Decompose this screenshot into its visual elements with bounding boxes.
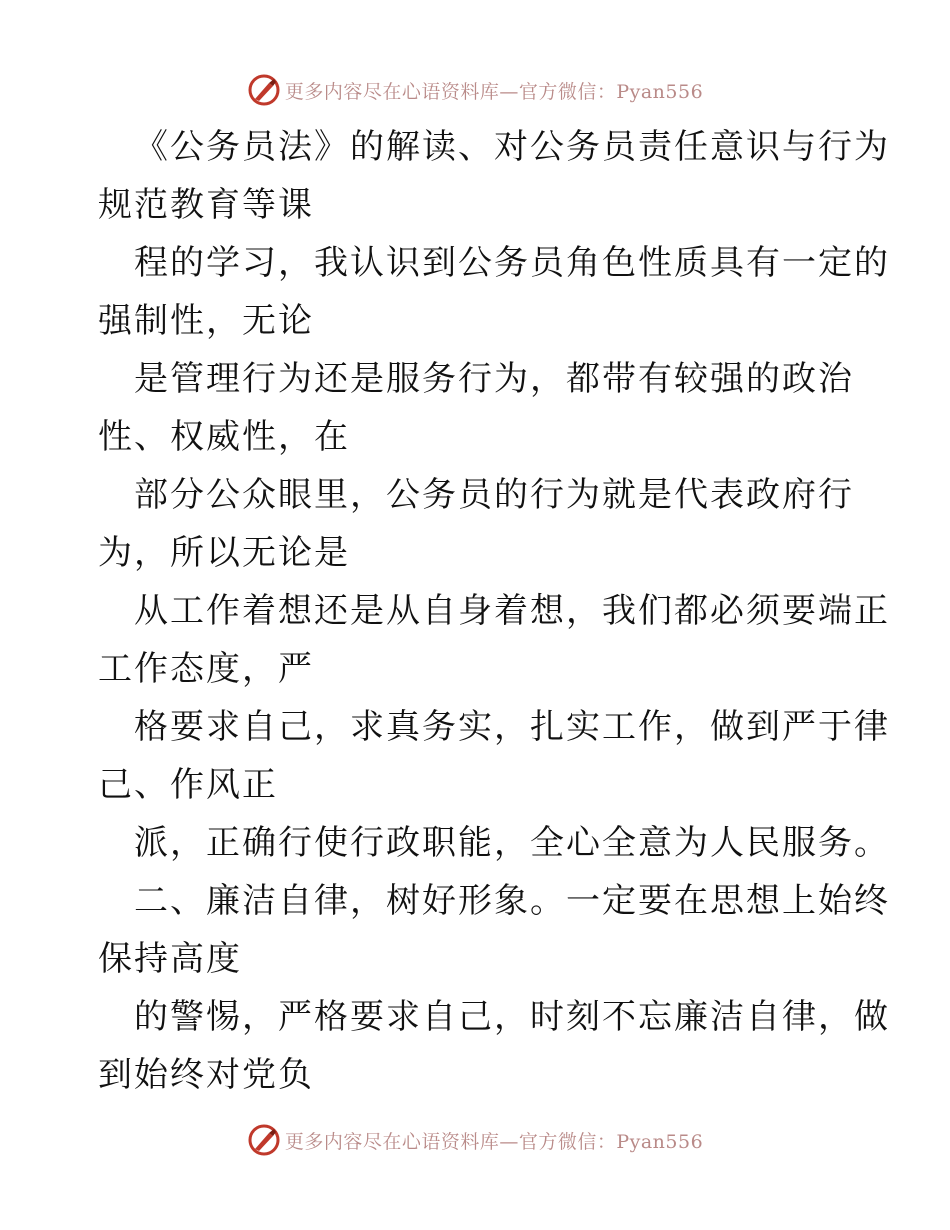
text-line: 性、权威性，在 <box>98 417 350 457</box>
header-banner <box>0 70 950 110</box>
text-line: 《公务员法》的解读、对公务员责任意识与行为 <box>134 127 890 167</box>
banner-text: 更多内容尽在心语资料库—官方微信：Pyan556 <box>284 1130 704 1153</box>
text-line: 规范教育等课 <box>98 185 314 225</box>
document-body <box>98 118 890 1104</box>
pen-logo-icon <box>247 1123 281 1157</box>
text-line: 的警惕，严格要求自己，时刻不忘廉洁自律，做 <box>134 997 890 1037</box>
text-line: 强制性，无论 <box>98 301 314 341</box>
text-line: 是管理行为还是服务行为，都带有较强的政治 <box>134 359 854 399</box>
pen-logo-icon <box>247 73 281 107</box>
text-line: 己、作风正 <box>98 765 278 805</box>
text-line: 部分公众眼里，公务员的行为就是代表政府行 <box>134 475 854 515</box>
text-line: 二、廉洁自律，树好形象。一定要在思想上始终 <box>134 881 890 921</box>
text-line: 保持高度 <box>98 939 242 979</box>
banner-text: 更多内容尽在心语资料库—官方微信：Pyan556 <box>284 80 704 103</box>
text-line: 派，正确行使行政职能，全心全意为人民服务。 <box>134 823 890 863</box>
footer-banner <box>0 1120 950 1160</box>
text-line: 到始终对党负 <box>98 1055 314 1095</box>
text-line: 程的学习，我认识到公务员角色性质具有一定的 <box>134 243 890 283</box>
text-line: 工作态度，严 <box>98 649 314 689</box>
text-line: 格要求自己，求真务实，扎实工作，做到严于律 <box>134 707 890 747</box>
text-line: 为，所以无论是 <box>98 533 350 573</box>
text-line: 从工作着想还是从自身着想，我们都必须要端正 <box>134 591 890 631</box>
